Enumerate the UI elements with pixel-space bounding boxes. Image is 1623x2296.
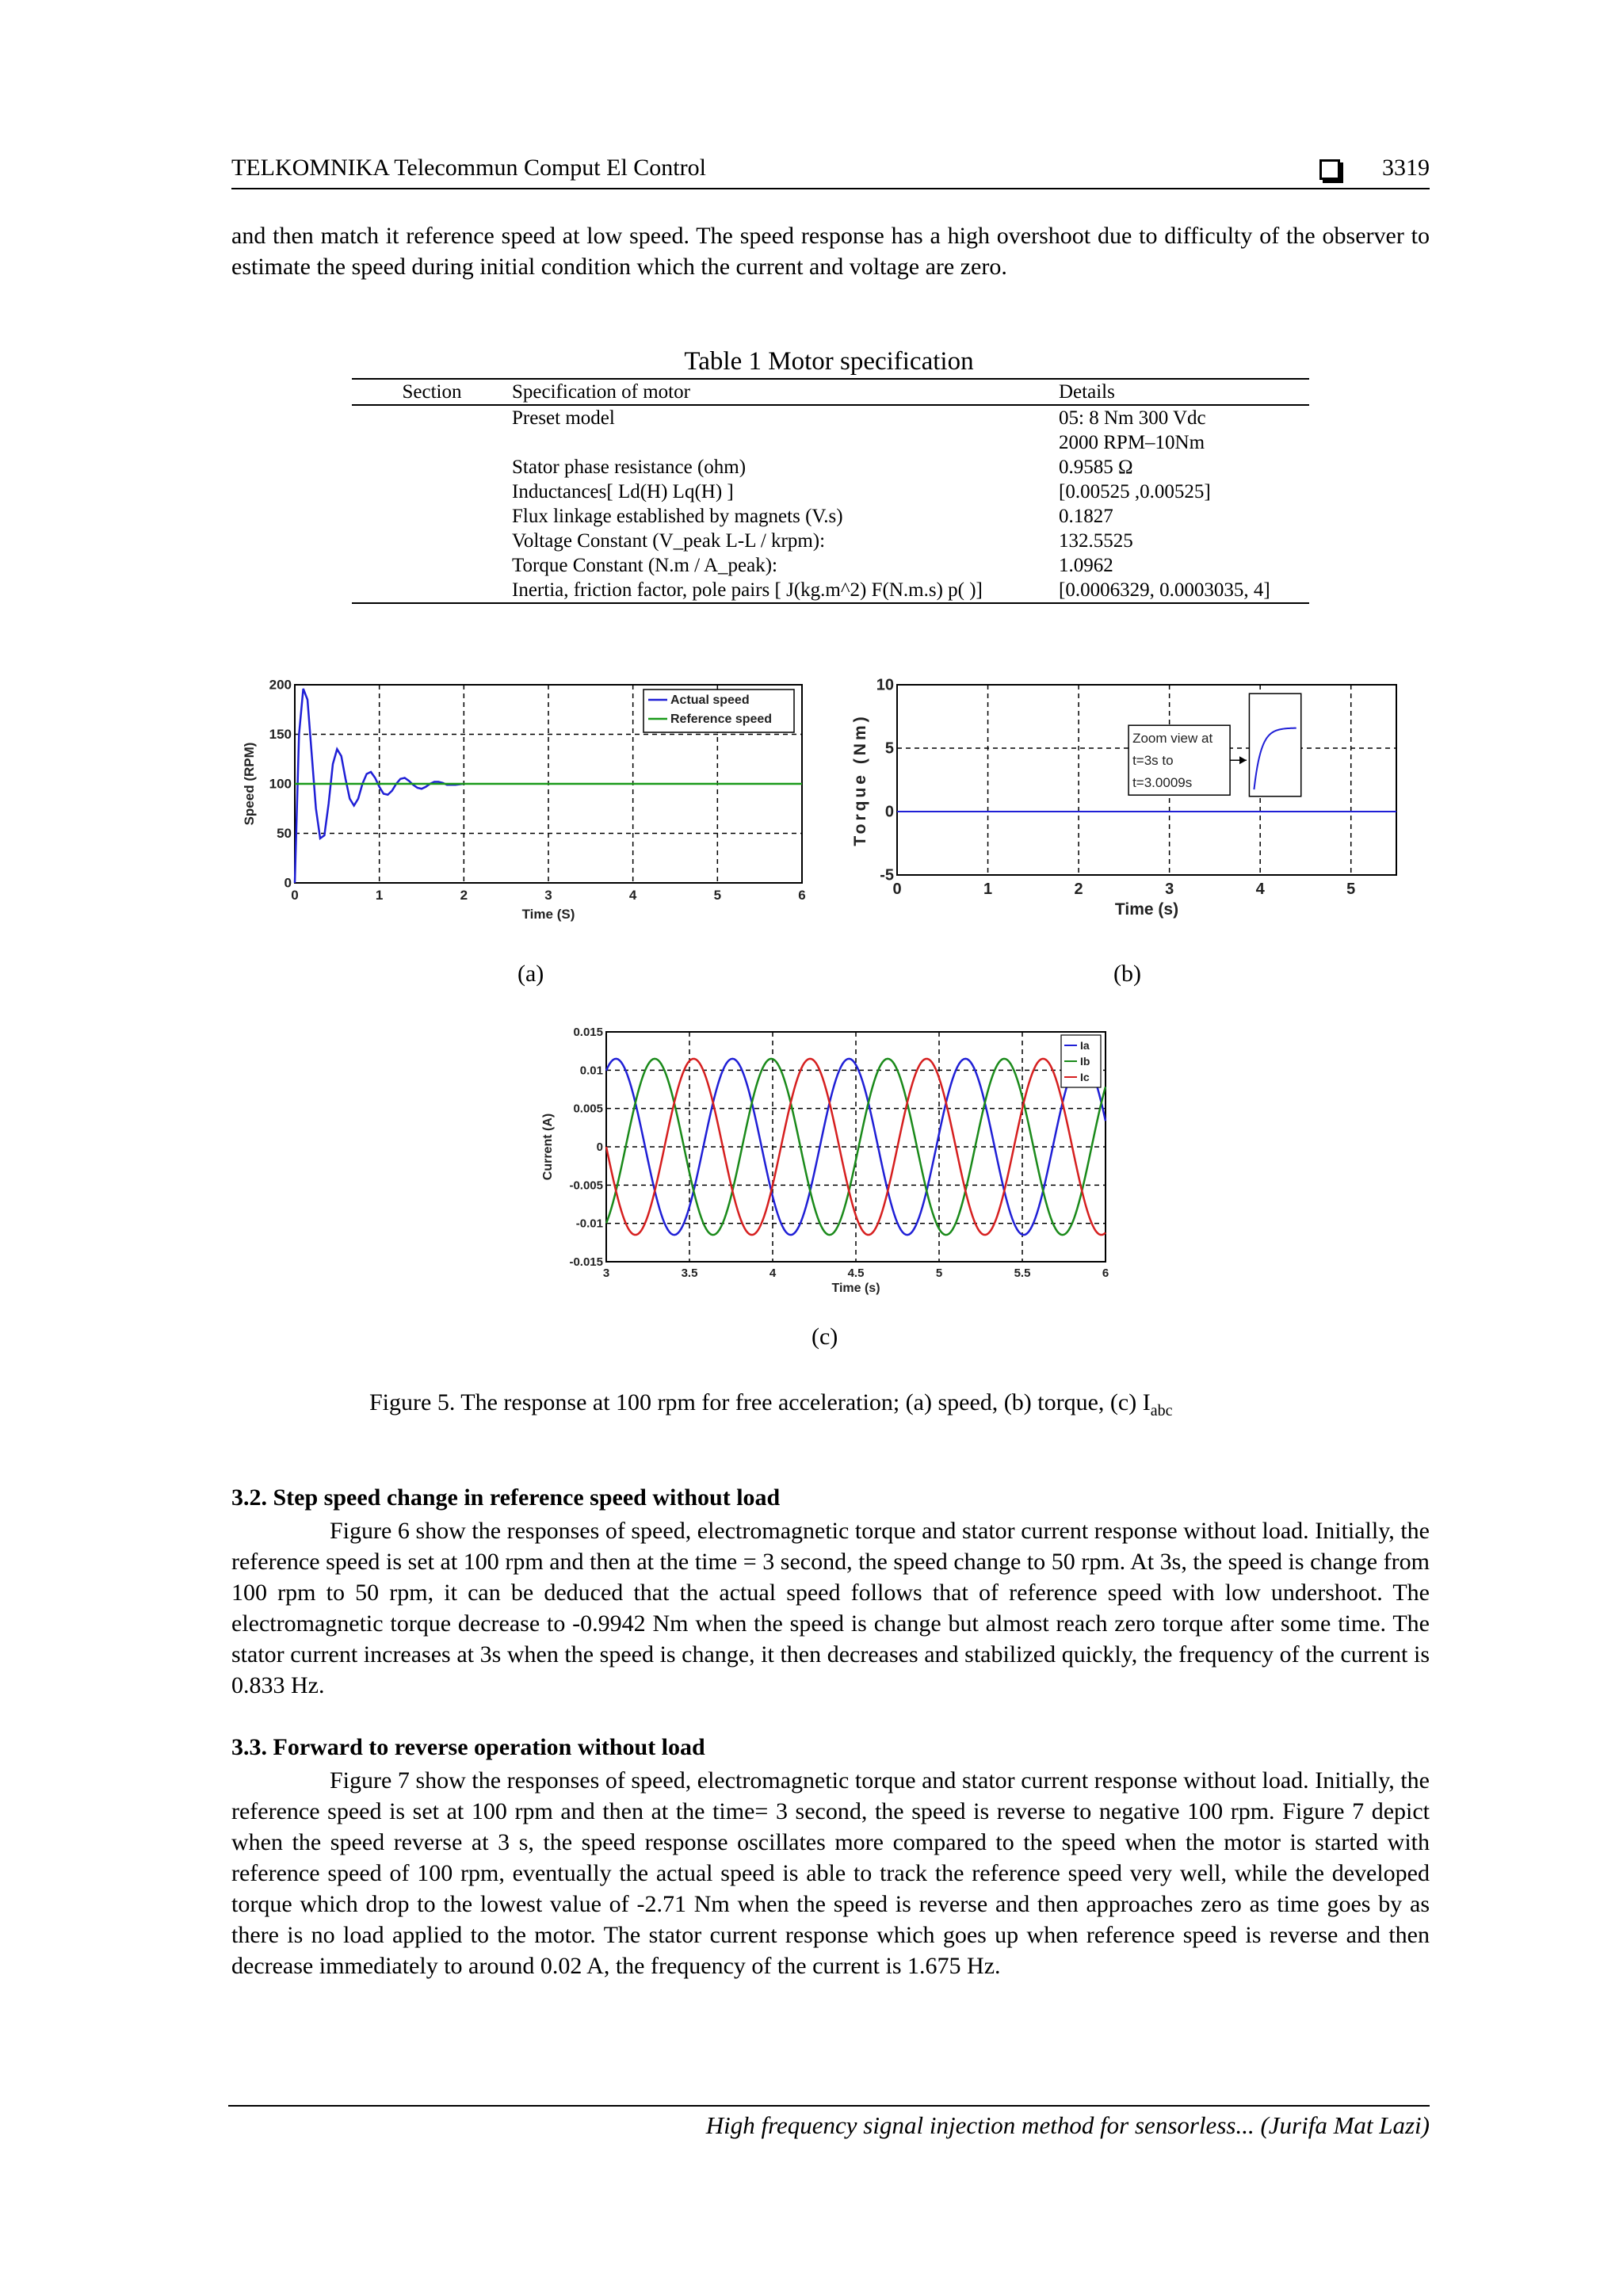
table-row [352, 455, 1309, 479]
x-tick-label: 6 [1102, 1266, 1109, 1280]
y-tick-label: 0.005 [573, 1102, 603, 1116]
table-cell-spec [512, 430, 1059, 455]
motor-spec-table [352, 378, 1309, 604]
table-row [352, 430, 1309, 455]
annotation-line: t=3s to [1132, 753, 1174, 769]
section-3-3-paragraph: Figure 7 show the responses of speed, electromagnetic torque and stator current response without load. Initially, the reference speed is set at 100 rpm and then at the time= 3 second, the speed is reverse to negative 100 rpm. Figure 7 depict when the speed reverse at 3 s, the speed response oscillates more compared to the speed when the motor is started with reference speed of 100 rpm, eventually the actual speed is able to track the reference speed very well, while the developed torque which drop to the lowest value of -2.71 Nm when the speed is reverse and then approaches zero as time goes by as there is no load applied to the motor. The stator current response which goes up when reference speed is reverse and then decrease immediately to around 0.02 A, the frequency of the current is 1.675 Hz. [231, 1767, 1430, 1979]
table-row [352, 578, 1309, 603]
x-axis-label: Time (s) [1114, 900, 1179, 919]
y-axis-label: Torque (Nm) [851, 713, 869, 846]
y-tick-label: 200 [269, 677, 292, 693]
y-tick-label: -0.01 [575, 1217, 603, 1231]
running-header: TELKOMNIKA Telecommun Comput El Control [231, 155, 706, 181]
y-tick-label: 150 [269, 727, 292, 743]
panel-label-a: (a) [517, 961, 544, 987]
section-3-2-body [231, 1515, 1430, 1701]
table-cell-spec: Inertia, friction factor, pole pairs [ J(kg.m^2) F(N.m.s) p( )] [512, 578, 1059, 603]
x-tick-label: 0 [291, 888, 299, 903]
x-tick-label: 4 [1255, 881, 1265, 898]
table-row [352, 529, 1309, 553]
table-title: Table 1 Motor specification [684, 347, 974, 376]
x-tick-label: 6 [798, 888, 806, 903]
table-cell-spec: Voltage Constant (V_peak L-L / krpm): [512, 530, 826, 552]
table-cell-section [352, 405, 512, 430]
header-rule [231, 188, 1430, 189]
x-tick-label: 2 [1074, 881, 1083, 898]
section-3-3-body [231, 1765, 1430, 1981]
x-tick-label: 0 [892, 881, 902, 898]
x-tick-label: 4 [628, 888, 637, 903]
x-tick-label: 5 [1346, 881, 1356, 898]
table-cell-spec: Flux linkage established by magnets (V.s) [512, 506, 843, 527]
checkbox-square-icon [1319, 159, 1340, 180]
x-tick-label: 5.5 [1014, 1266, 1031, 1280]
y-tick-label: 0 [596, 1140, 603, 1154]
table-row [352, 504, 1309, 529]
annotation-line: Zoom view at [1132, 731, 1213, 747]
x-axis-label: Time (s) [831, 1282, 880, 1295]
table-cell-details: 1.0962 [1059, 555, 1113, 576]
y-tick-label: 0 [884, 803, 894, 821]
legend [643, 690, 794, 732]
table-row [352, 479, 1309, 504]
chart-speed [238, 666, 824, 935]
table-header-section: Section [352, 379, 512, 405]
x-tick-label: 5 [935, 1266, 943, 1280]
page-number: 3319 [1382, 155, 1430, 181]
table-cell-spec: Stator phase resistance (ohm) [512, 457, 747, 478]
x-tick-label: 5 [713, 888, 722, 903]
y-tick-label: 50 [277, 826, 292, 842]
annotation-line: t=3.0009s [1132, 775, 1193, 791]
table-cell-spec: Torque Constant (N.m / A_peak): [512, 555, 777, 576]
legend-label: Ia [1080, 1039, 1090, 1052]
table-row [352, 405, 1309, 430]
panel-label-c: (c) [812, 1324, 838, 1350]
x-tick-label: 2 [460, 888, 468, 903]
y-tick-label: 0.015 [573, 1026, 603, 1039]
figure-caption [369, 1389, 1172, 1420]
chart-torque [840, 666, 1411, 935]
section-3-2-paragraph: Figure 6 show the responses of speed, electromagnetic torque and stator current response without load. Initially, the reference speed is set at 100 rpm and then at the time = 3 second, the speed change to 50 rpm. At 3s, the speed is change from 100 rpm to 50 rpm, it can be deduced that the actual speed follows that of reference speed with low undershoot. The electromagnetic torque decrease to -0.9942 Nm when the speed is change but almost reach zero torque after some time. The stator current increases at 3s when the speed is change, it then decreases and stabilized quickly, the frequency of the current is 0.833 Hz. [231, 1518, 1430, 1698]
table-cell-spec: Inductances[ Ld(H) Lq(H) ] [512, 481, 734, 502]
x-axis-label: Time (S) [521, 907, 575, 922]
footer-rule [228, 2105, 1430, 2107]
table-cell-details: [0.00525 ,0.00525] [1059, 481, 1211, 502]
y-tick-label: 5 [884, 739, 894, 758]
table-cell-section [352, 578, 512, 603]
table-cell-section [352, 430, 512, 455]
x-tick-label: 1 [375, 888, 384, 903]
table-cell-section [352, 455, 512, 479]
y-tick-label: 0.01 [579, 1064, 603, 1078]
x-tick-label: 3.5 [681, 1266, 698, 1280]
table-cell-section [352, 504, 512, 529]
table-cell-details: 05: 8 Nm 300 Vdc [1059, 407, 1206, 429]
y-tick-label: 100 [269, 776, 292, 792]
y-axis-label: Speed (RPM) [242, 742, 257, 826]
x-tick-label: 4.5 [847, 1266, 865, 1280]
table-header-spec: Specification of motor [512, 379, 1059, 405]
legend [1061, 1035, 1101, 1087]
intro-paragraph [231, 220, 1430, 282]
y-tick-label: -0.005 [569, 1179, 603, 1193]
legend-label: Ib [1080, 1055, 1090, 1068]
table-cell-details: [0.0006329, 0.0003035, 4] [1059, 578, 1309, 603]
table-cell-details: 0.1827 [1059, 506, 1113, 527]
chart-current [531, 1014, 1117, 1300]
figure-caption-subscript: abc [1150, 1402, 1173, 1419]
legend-label: Reference speed [670, 712, 773, 726]
table-cell-section [352, 553, 512, 578]
x-tick-label: 3 [602, 1266, 610, 1280]
y-tick-label: 10 [876, 676, 894, 694]
x-tick-label: 3 [544, 888, 552, 903]
x-tick-label: 4 [769, 1266, 777, 1280]
y-axis-label: Current (A) [541, 1113, 555, 1181]
y-tick-label: -5 [880, 866, 894, 884]
figure-caption-text: Figure 5. The response at 100 rpm for free acceleration; (a) speed, (b) torque, (c) I [369, 1389, 1151, 1415]
table-cell-spec: Preset model [512, 407, 615, 429]
table-header-details: Details [1059, 379, 1309, 405]
table-cell-section [352, 529, 512, 553]
table-header-row [352, 379, 1309, 405]
legend-label: Actual speed [670, 693, 750, 707]
table-cell-details: 2000 RPM–10Nm [1059, 432, 1205, 453]
y-tick-label: -0.015 [569, 1255, 603, 1269]
table-cell-details: 0.9585 Ω [1059, 457, 1133, 478]
table-cell-details: 132.5525 [1059, 530, 1133, 552]
table-cell-section [352, 479, 512, 504]
intro-text: and then match it reference speed at low speed. The speed response has a high overshoot due to difficulty of the observer to estimate the speed during initial condition which the current and voltage are zero. [231, 223, 1430, 280]
zoom-inset [1249, 693, 1300, 797]
y-tick-label: 0 [284, 875, 292, 891]
x-tick-label: 1 [983, 881, 993, 898]
table-row [352, 553, 1309, 578]
panel-label-b: (b) [1113, 961, 1141, 987]
section-3-3-heading: 3.3. Forward to reverse operation without load [231, 1734, 705, 1760]
section-3-2-heading: 3.2. Step speed change in reference speed without load [231, 1484, 781, 1511]
x-tick-label: 3 [1165, 881, 1174, 898]
legend-label: Ic [1080, 1071, 1090, 1083]
running-footer: High frequency signal injection method for sensorless... (Jurifa Mat Lazi) [705, 2111, 1430, 2139]
